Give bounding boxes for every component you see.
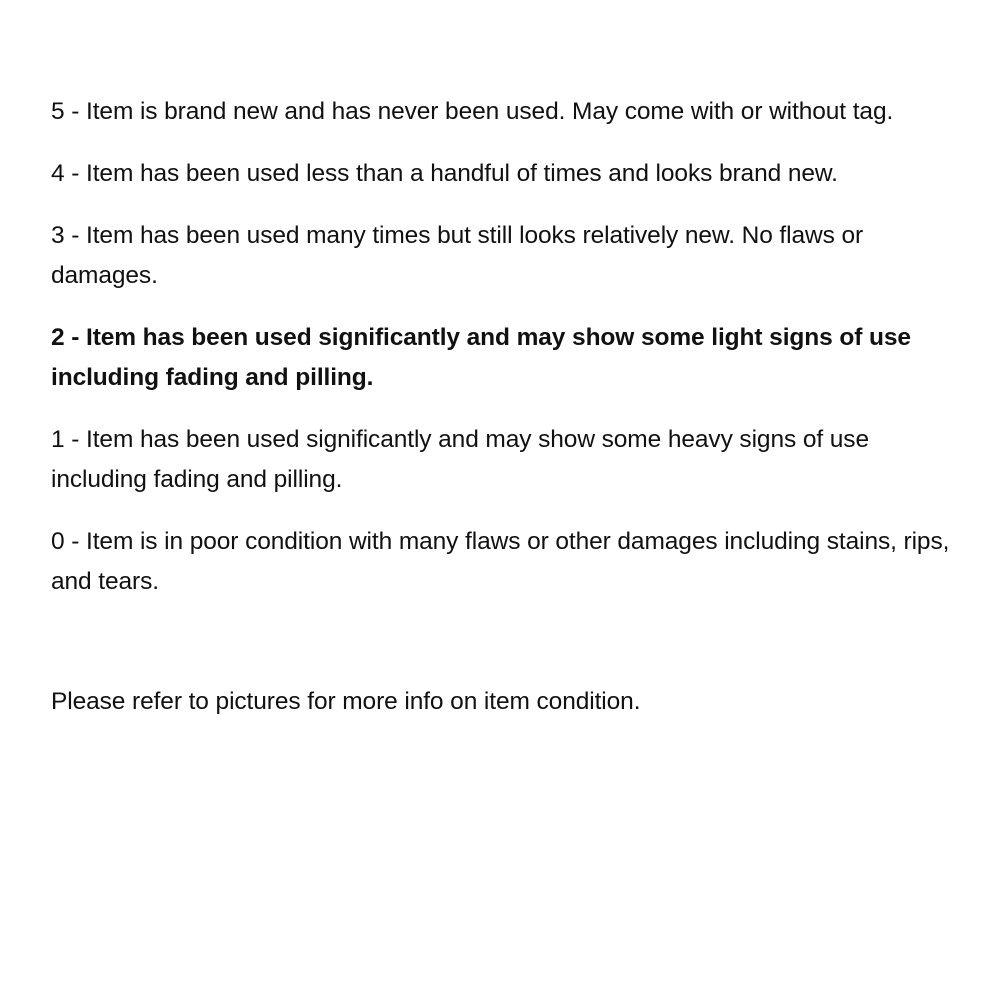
grade-4-description: 4 - Item has been used less than a handful of times and looks brand new. xyxy=(51,160,838,187)
grade-5-description: 5 - Item is brand new and has never been used. May come with or without tag. xyxy=(51,98,894,125)
footer-note: Please refer to pictures for more info on item condition. xyxy=(51,688,641,715)
grade-1-description: 1 - Item has been used significantly and may show some heavy signs of use including fading and pilling. xyxy=(51,426,869,493)
grade-0-description: 0 - Item is in poor condition with many flaws or other damages including stains, rips, and tears. xyxy=(51,528,950,595)
grade-3-description: 3 - Item has been used many times but still looks relatively new. No flaws or damages. xyxy=(51,222,864,289)
grade-2-description: 2 - Item has been used significantly and may show some light signs of use including fading and pilling. xyxy=(51,324,911,391)
condition-document xyxy=(51,92,956,722)
